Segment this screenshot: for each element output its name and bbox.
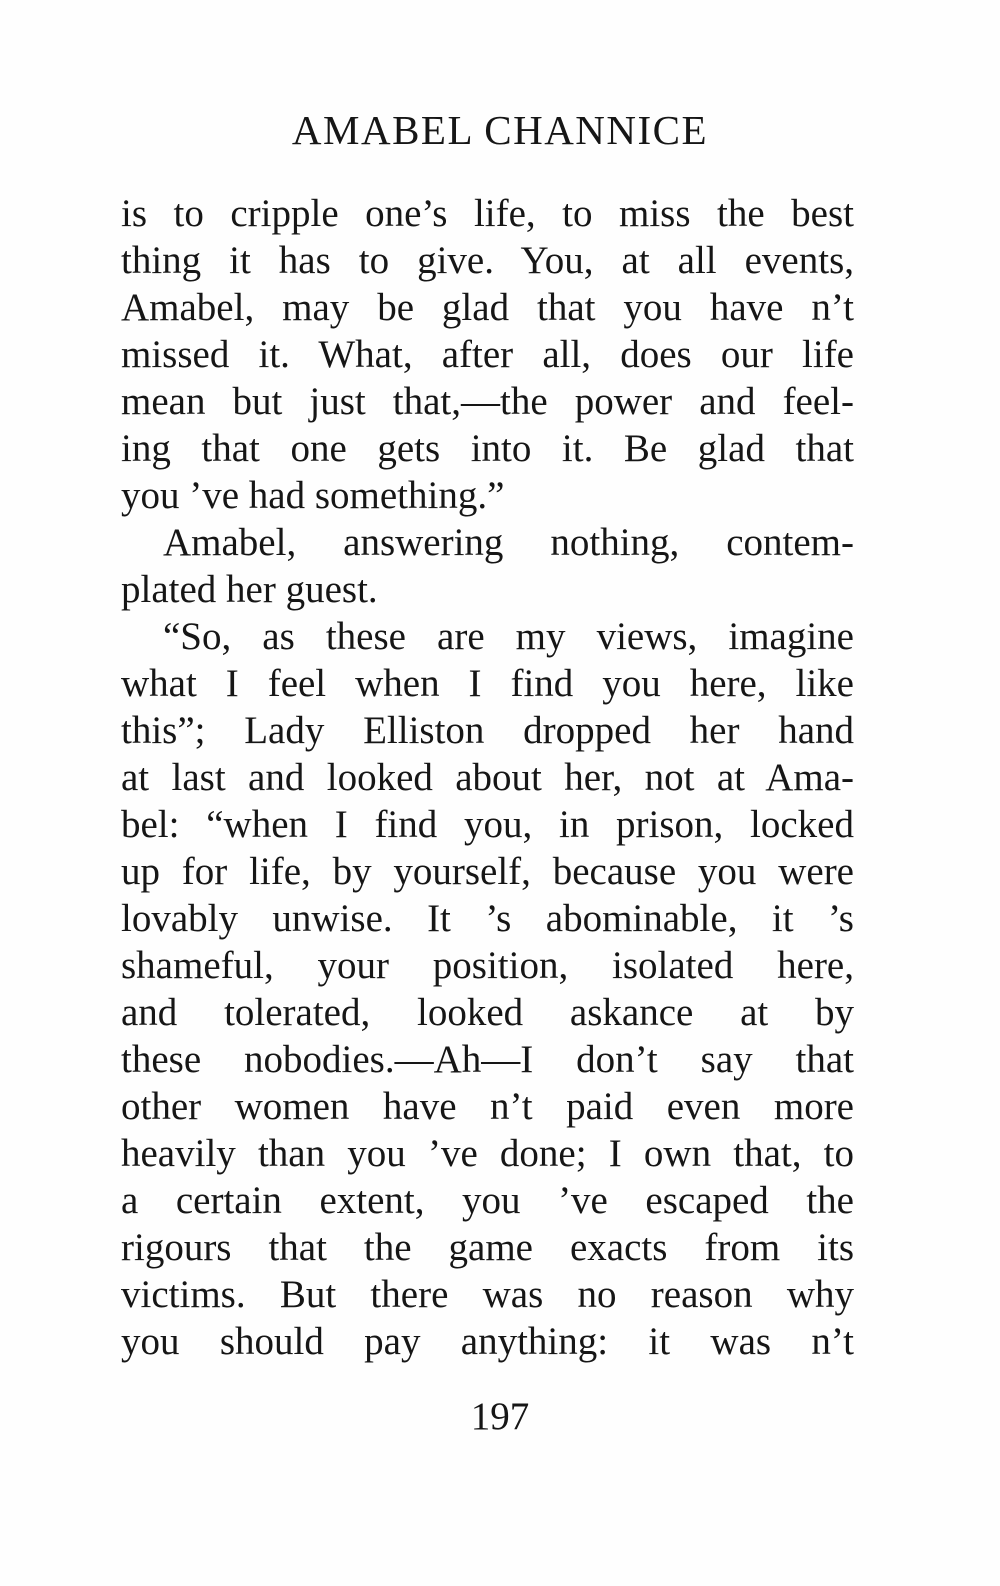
text-line: thing it has to give. You, at all events, <box>121 239 854 282</box>
text-line: mean but just that,—the power and feel- <box>121 380 854 423</box>
text-line: victims. But there was no reason why <box>121 1273 854 1316</box>
text-line: at last and looked about her, not at Ama- <box>121 756 854 799</box>
text-line: up for life, by yourself, because you were <box>121 850 854 893</box>
text-line: and tolerated, looked askance at by <box>121 991 854 1034</box>
text-line: you should pay anything: it was n’t <box>121 1320 854 1363</box>
text-line: you ’ve had something.” <box>121 474 505 517</box>
text-line: shameful, your position, isolated here, <box>121 944 854 987</box>
text-line: bel: “when I find you, in prison, locked <box>121 803 854 846</box>
text-line: Amabel, answering nothing, contem- <box>163 521 854 564</box>
text-line: ing that one gets into it. Be glad that <box>121 427 854 470</box>
text-line: rigours that the game exacts from its <box>121 1226 854 1269</box>
text-line: this”; Lady Elliston dropped her hand <box>121 709 854 752</box>
text-line: “So, as these are my views, imagine <box>163 615 854 658</box>
text-line: is to cripple one’s life, to miss the best <box>121 192 854 235</box>
page-number: 197 <box>470 1395 530 1438</box>
body-text <box>121 190 854 1365</box>
text-line: plated her guest. <box>121 568 378 611</box>
text-line: Amabel, may be glad that you have n’t <box>121 286 854 329</box>
text-line: other women have n’t paid even more <box>121 1085 854 1128</box>
running-head: AMABEL CHANNICE <box>291 107 709 153</box>
text-line: a certain extent, you ’ve escaped the <box>121 1179 854 1222</box>
text-line: lovably unwise. It ’s abominable, it ’s <box>121 897 854 940</box>
text-line: heavily than you ’ve done; I own that, to <box>121 1132 854 1175</box>
text-line: missed it. What, after all, does our life <box>121 333 854 376</box>
text-line: what I feel when I find you here, like <box>121 662 854 705</box>
text-line: these nobodies.—Ah—I don’t say that <box>121 1038 854 1081</box>
